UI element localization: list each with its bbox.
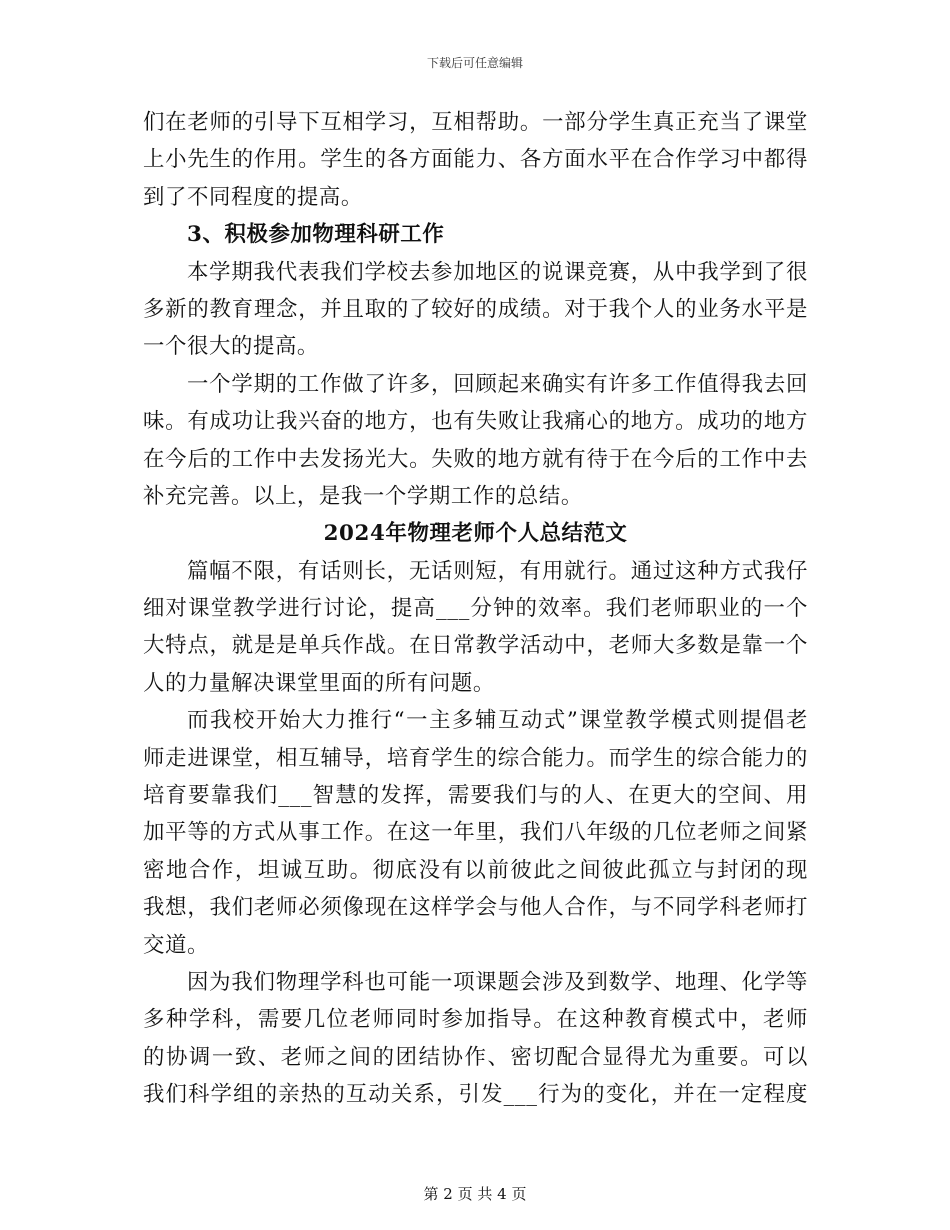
page-footer: 第 2 页 共 4 页 (423, 1185, 527, 1203)
text-line: 上小先生的作用。学生的各方面能力、各方面水平在合作学习中都得 (143, 147, 808, 173)
text-line: 而我校开始大力推行“一主多辅互动式”课堂教学模式则提倡老 (187, 708, 808, 734)
text-line: 大特点，就是是单兵作战。在日常教学活动中，老师大多数是靠一个 (143, 633, 808, 659)
article-title: 2024年物理老师个人总结范文 (323, 521, 628, 547)
text-line: 一个学期的工作做了许多，回顾起来确实有许多工作值得我去回 (187, 371, 808, 397)
text-line: 因为我们物理学科也可能一项课题会涉及到数学、地理、化学等 (187, 969, 808, 995)
text-line: 师走进课堂，相互辅导，培育学生的综合能力。而学生的综合能力的 (143, 745, 808, 771)
text-line: 细对课堂教学进行讨论，提高___分钟的效率。我们老师职业的一个 (143, 596, 808, 622)
text-line: 到了不同程度的提高。 (143, 184, 363, 210)
text-line: 多新的教育理念，并且取的了较好的成绩。对于我个人的业务水平是 (143, 296, 808, 322)
document-body (143, 104, 808, 1114)
page-header: 下载后可任意编辑 (426, 56, 523, 70)
text-line: 在今后的工作中去发扬光大。失败的地方就有待于在今后的工作中去 (143, 446, 808, 472)
text-line: 味。有成功让我兴奋的地方，也有失败让我痛心的地方。成功的地方 (143, 409, 808, 435)
text-line: 的协调一致、老师之间的团结协作、密切配合显得尤为重要。可以 (143, 1044, 808, 1070)
text-line: 加平等的方式从事工作。在这一年里，我们八年级的几位老师之间紧 (143, 820, 808, 846)
text-line: 我们科学组的亲热的互动关系，引发___行为的变化，并在一定程度 (143, 1082, 808, 1108)
text-line: 一个很大的提高。 (143, 334, 319, 360)
text-line: 本学期我代表我们学校去参加地区的说课竞赛，从中我学到了很 (187, 259, 808, 285)
text-line: 多种学科，需要几位老师同时参加指导。在这种教育模式中，老师 (143, 1007, 808, 1033)
text-line: 们在老师的引导下互相学习，互相帮助。一部分学生真正充当了课堂 (143, 110, 808, 135)
text-line: 交道。 (143, 932, 209, 958)
text-line: 篇幅不限，有话则长，无话则短，有用就行。通过这种方式我仔 (187, 558, 808, 584)
text-line: 我想，我们老师必须像现在这样学会与他人合作，与不同学科老师打 (143, 895, 808, 921)
text-line: 补充完善。以上，是我一个学期工作的总结。 (143, 483, 583, 509)
text-line: 培育要靠我们___智慧的发挥，需要我们与的人、在更大的空间、用 (143, 783, 808, 809)
section-heading: 3、积极参加物理科研工作 (187, 222, 445, 248)
text-line: 人的力量解决课堂里面的所有问题。 (143, 670, 495, 696)
text-line: 密地合作，坦诚互助。彻底没有以前彼此之间彼此孤立与封闭的现 (143, 857, 808, 883)
